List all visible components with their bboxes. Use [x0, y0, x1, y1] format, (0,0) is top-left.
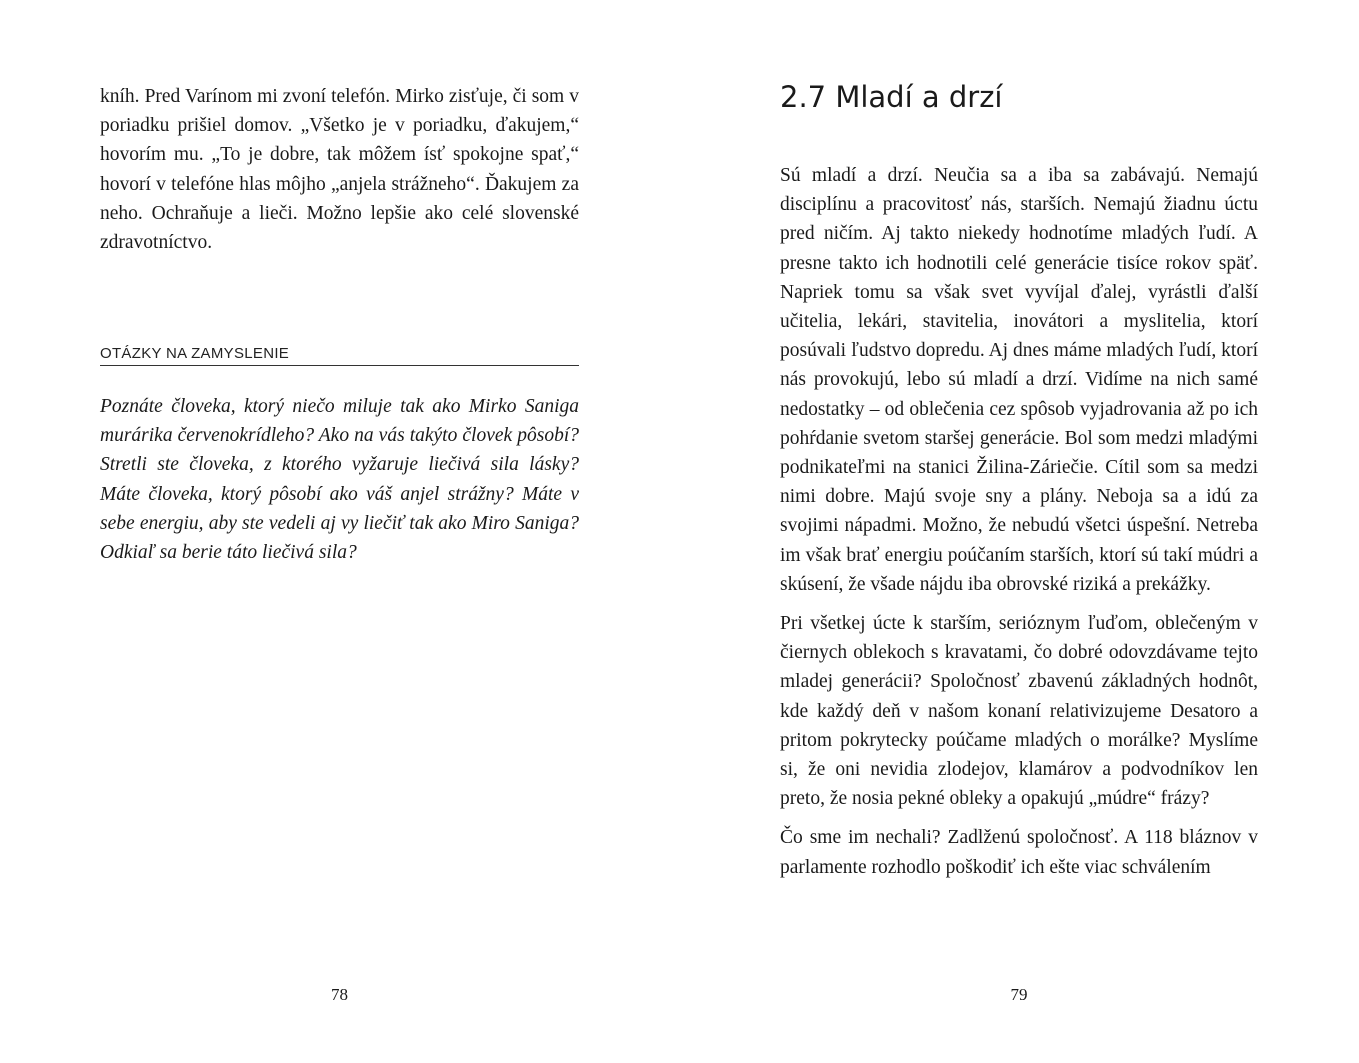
left-paragraph: kníh. Pred Varínom mi zvoní telefón. Mirko zisťuje, či som v poriadku prišiel domov. „Všetko je v poriadku, ďakujem,“ hovorím mu. „To je dobre, tak môžem ísť spokojne spať,“ hovorí v telefóne hlas môjho „anjela strážneho“. Ďakujem za neho. Ochraňuje a lieči. Možno lepšie ako celé slovenské zdravotníctvo. [100, 86, 579, 254]
left-body-text [100, 82, 579, 257]
right-page [679, 0, 1359, 1063]
section-heading: OTÁZKY NA ZAMYSLENIE [100, 345, 579, 366]
right-paragraph-2: Pri všetkej úcte k starším, serióznym ľuďom, oblečeným v čiernych oblekoch s kravatami, čo dobré odovzdávame tejto mladej generácii? Spoločnosť zbavenú základných hodnôt, kde každý deň v našom konaní relativizujeme Desatoro a pritom pokrytecky poúčame mladých o morálke? Myslíme si, že oni nevidia zlodejov, klamárov a podvodníkov len preto, že nosia pekné obleky a opakujú „múdre“ frázy? [780, 613, 1258, 810]
chapter-title: 2.7 Mladí a drzí [780, 80, 1003, 114]
left-page [0, 0, 679, 1063]
reflection-questions [100, 392, 579, 567]
page-number-right: 79 [1010, 985, 1028, 1004]
right-paragraph-3: Čo sme im nechali? Zadlženú spoločnosť. A 118 bláznov v parlamente rozhodlo poškodiť ich ešte viac schválením [780, 827, 1258, 878]
right-paragraph-1: Sú mladí a drzí. Neučia sa a iba sa zabávajú. Nemajú disciplínu a pracovitosť nás, starších. Nemajú žiadnu úctu pred ničím. Aj takto niekedy hodnotíme mladých ľudí. A presne takto ich hodnotili celé generácie tisíce rokov späť. Napriek tomu sa však svet vyvíjal ďalej, vyrástli ďalší učitelia, lekári, stavitelia, inovátori a myslitelia, ktorí posúvali ľudstvo dopredu. Aj dnes máme mladých ľudí, ktorí nás provokujú, lebo sú mladí a drzí. Vidíme na nich samé nedostatky – od oblečenia cez spôsob vyjadrovania až po ich pohŕdanie svetom staršej generácie. Bol som medzi mladými podnikateľmi na stanici Žilina-Záriečie. Cítil som sa medzi nimi dobre. Majú svoje sny a plány. Neboja sa a idú za svojimi nápadmi. Možno, že nebudú všetci úspešní. Netreba im však brať energiu poúčaním starších, ktorí sú takí múdri a skúsení, že všade nájdu iba obrovské riziká a prekážky. [780, 165, 1258, 595]
right-body-text [780, 161, 1258, 882]
questions-paragraph: Poznáte človeka, ktorý niečo miluje tak ako Mirko Saniga murárika červenokrídleho? Ako na vás takýto človek pôsobí? Stretli ste človeka, z ktorého vyžaruje liečivá sila lásky? Máte človeka, ktorý pôsobí ako váš anjel strážny? Máte v sebe energiu, aby ste vedeli aj vy liečiť tak ako Miro Saniga? Odkiaľ sa berie táto liečivá sila? [100, 396, 579, 564]
page-number-left: 78 [331, 985, 348, 1004]
